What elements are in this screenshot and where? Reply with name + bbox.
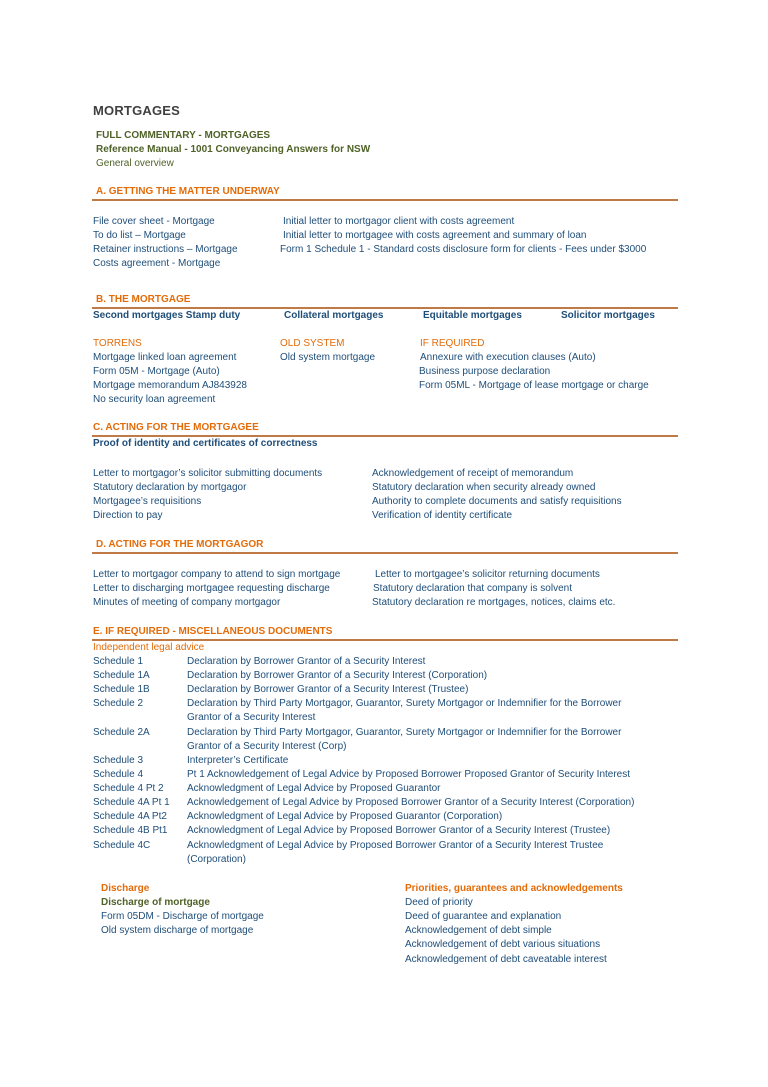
priorities-item: Deed of guarantee and explanation <box>405 911 562 922</box>
section-c-left-item: Mortgagee’s requisitions <box>93 496 202 507</box>
section-d-right-item: Statutory declaration re mortgages, notices, claims etc. <box>372 597 616 608</box>
document-title: MORTGAGES <box>93 103 181 118</box>
section-a-left-item: To do list – Mortgage <box>93 230 186 241</box>
section-e-heading: E. IF REQUIRED - MISCELLANEOUS DOCUMENTS <box>93 626 333 637</box>
torrens-item: Mortgage linked loan agreement <box>93 352 237 363</box>
schedule-text: Acknowledgment of Legal Advice by Proposed Borrower Grantor of a Security Interest (Trustee) <box>187 825 611 836</box>
schedule-label: Schedule 1A <box>93 670 150 681</box>
schedule-text: Declaration by Third Party Mortgagor, Guarantor, Surety Mortgagor or Indemnifier for the Borrower <box>187 727 622 738</box>
section-c-left-item: Direction to pay <box>93 510 163 521</box>
section-c-subheading: Proof of identity and certificates of correctness <box>93 438 318 449</box>
section-c-heading: C. ACTING FOR THE MORTGAGEE <box>93 422 259 433</box>
section-d-left-item: Letter to mortgagor company to attend to sign mortgage <box>93 569 341 580</box>
schedule-label: Schedule 2 <box>93 698 144 709</box>
section-b-col-heading: Solicitor mortgages <box>561 310 655 321</box>
commentary-title: FULL COMMENTARY - MORTGAGES <box>96 130 271 141</box>
section-a-left-item: Retainer instructions – Mortgage <box>93 244 238 255</box>
section-b-col-heading: Collateral mortgages <box>284 310 384 321</box>
section-a-right-item: Form 1 Schedule 1 - Standard costs disclosure form for clients - Fees under $3000 <box>280 244 647 255</box>
torrens-item: Mortgage memorandum AJ843928 <box>93 380 247 391</box>
section-c-left-item: Letter to mortgagor’s solicitor submitting documents <box>93 468 323 479</box>
schedule-text-continued: Grantor of a Security Interest (Corp) <box>187 741 347 752</box>
section-c-left-item: Statutory declaration by mortgagor <box>93 482 247 493</box>
discharge-subheading: Discharge of mortgage <box>101 897 210 908</box>
schedule-text-continued: Grantor of a Security Interest <box>187 712 316 723</box>
section-d-left-item: Letter to discharging mortgagee requesting discharge <box>93 583 330 594</box>
section-c-right-item: Acknowledgement of receipt of memorandum <box>372 468 574 479</box>
schedule-text: Declaration by Third Party Mortgagor, Guarantor, Surety Mortgagor or Indemnifier for the Borrower <box>187 698 622 709</box>
discharge-item: Old system discharge of mortgage <box>101 925 254 936</box>
schedule-text: Acknowledgment of Legal Advice by Proposed Borrower Grantor of a Security Interest Trustee <box>187 840 604 851</box>
schedule-label: Schedule 4 <box>93 769 144 780</box>
discharge-item: Form 05DM - Discharge of mortgage <box>101 911 264 922</box>
priorities-item: Acknowledgement of debt various situations <box>405 939 601 950</box>
if-required-item: Business purpose declaration <box>419 366 551 377</box>
schedule-text: Pt 1 Acknowledgement of Legal Advice by Proposed Borrower Proposed Grantor of Security Interest <box>187 769 631 780</box>
section-c-right-item: Verification of identity certificate <box>372 510 513 521</box>
schedule-text: Interpreter’s Certificate <box>187 755 289 766</box>
reference-manual-title: Reference Manual - 1001 Conveyancing Answers for NSW <box>96 144 371 155</box>
if-required-heading: IF REQUIRED <box>420 338 485 349</box>
section-d-heading: D. ACTING FOR THE MORTGAGOR <box>96 539 264 550</box>
schedule-label: Schedule 4C <box>93 840 151 851</box>
schedule-text-continued: (Corporation) <box>187 854 246 865</box>
section-b-heading: B. THE MORTGAGE <box>96 294 191 305</box>
priorities-item: Acknowledgement of debt simple <box>405 925 552 936</box>
section-d-left-item: Minutes of meeting of company mortgagor <box>93 597 281 608</box>
torrens-item: Form 05M - Mortgage (Auto) <box>93 366 220 377</box>
schedule-label: Schedule 4A Pt2 <box>93 811 167 822</box>
section-e-subheading: Independent legal advice <box>93 642 205 653</box>
schedule-text: Acknowledgment of Legal Advice by Proposed Guarantor (Corporation) <box>187 811 503 822</box>
section-a-left-item: Costs agreement - Mortgage <box>93 258 221 269</box>
priorities-heading: Priorities, guarantees and acknowledgements <box>405 883 623 894</box>
schedule-text: Declaration by Borrower Grantor of a Security Interest <box>187 656 426 667</box>
schedule-label: Schedule 4A Pt 1 <box>93 797 170 808</box>
section-b-col-heading: Second mortgages Stamp duty <box>93 310 241 321</box>
section-d-right-item: Statutory declaration that company is solvent <box>373 583 572 594</box>
old-system-heading: OLD SYSTEM <box>280 338 345 349</box>
schedule-text: Declaration by Borrower Grantor of a Security Interest (Corporation) <box>187 670 488 681</box>
section-c-right-item: Authority to complete documents and satisfy requisitions <box>372 496 622 507</box>
discharge-heading: Discharge <box>101 883 150 894</box>
schedule-label: Schedule 4B Pt1 <box>93 825 168 836</box>
schedule-label: Schedule 1 <box>93 656 144 667</box>
if-required-item: Form 05ML - Mortgage of lease mortgage or charge <box>419 380 649 391</box>
section-a-left-item: File cover sheet - Mortgage <box>93 216 215 227</box>
section-c-right-item: Statutory declaration when security already owned <box>372 482 596 493</box>
schedule-text: Acknowledgement of Legal Advice by Proposed Borrower Grantor of a Security Interest (Corporation) <box>187 797 635 808</box>
section-a-right-item: Initial letter to mortgagee with costs agreement and summary of loan <box>283 230 587 241</box>
old-system-item: Old system mortgage <box>280 352 376 363</box>
schedule-label: Schedule 2A <box>93 727 150 738</box>
schedule-label: Schedule 3 <box>93 755 144 766</box>
if-required-item: Annexure with execution clauses (Auto) <box>420 352 596 363</box>
torrens-heading: TORRENS <box>93 338 142 349</box>
section-d-rule <box>92 552 678 554</box>
priorities-item: Acknowledgement of debt caveatable interest <box>405 954 607 965</box>
priorities-item: Deed of priority <box>405 897 473 908</box>
section-d-right-item: Letter to mortgagee’s solicitor returning documents <box>375 569 600 580</box>
torrens-item: No security loan agreement <box>93 394 216 405</box>
schedule-label: Schedule 1B <box>93 684 150 695</box>
schedule-text: Acknowledgment of Legal Advice by Proposed Guarantor <box>187 783 441 794</box>
schedule-text: Declaration by Borrower Grantor of a Security Interest (Trustee) <box>187 684 469 695</box>
schedule-label: Schedule 4 Pt 2 <box>93 783 164 794</box>
section-a-rule <box>92 199 678 201</box>
section-a-right-item: Initial letter to mortgagor client with costs agreement <box>283 216 515 227</box>
section-b-col-heading: Equitable mortgages <box>423 310 522 321</box>
section-a-heading: A. GETTING THE MATTER UNDERWAY <box>96 186 280 197</box>
general-overview: General overview <box>96 158 174 169</box>
